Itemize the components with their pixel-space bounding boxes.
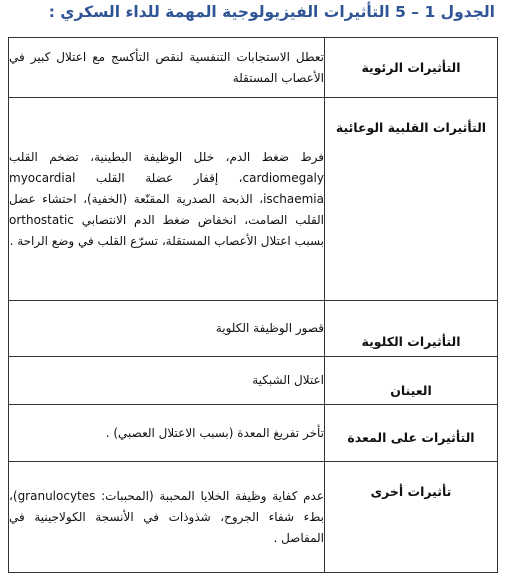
effect-category	[325, 405, 498, 462]
effect-category-label: التأثيرات على المعدة	[347, 429, 475, 445]
effect-description: تعطل الاستجابات التنفسية لنقص التأكسج مع اعتلال كبير في الأعصاب المستقلة	[9, 38, 325, 98]
effect-category	[325, 98, 498, 301]
effect-description: اعتلال الشبكية	[9, 357, 325, 405]
effect-category	[325, 301, 498, 357]
effect-category	[325, 462, 498, 573]
effect-category	[325, 38, 498, 98]
effect-category-label: التأثيرات الرئوية	[361, 60, 461, 75]
effect-category-label: تأثيرات أخرى	[370, 484, 452, 499]
table-row	[9, 301, 498, 357]
effect-category-label: التأثيرات القلبية الوعائية	[335, 120, 487, 135]
effect-description: عدم كفاية وظيفة الخلايا المحببة (المحببات: granulocytes)، بطء شفاء الجروح، شذوذات في الأنسجة الكولاجينية في المفاصل .	[9, 462, 325, 573]
diabetes-effects-table	[8, 37, 498, 573]
effect-description: تأخر تفريغ المعدة (بسبب الاعتلال العصبي) .	[9, 405, 325, 462]
table-row	[9, 405, 498, 462]
table-row	[9, 357, 498, 405]
effect-category-label: التأثيرات الكلوية	[361, 334, 461, 349]
table-caption: الجدول 1 – 5 التأثيرات الفيزيولوجية المهمة للداء السكري :	[48, 3, 495, 21]
effect-category-label: العينان	[390, 383, 432, 398]
effect-description: قصور الوظيفة الكلوية	[9, 301, 325, 357]
table-row	[9, 462, 498, 573]
table-row	[9, 98, 498, 301]
table-row	[9, 38, 498, 98]
effect-category	[325, 357, 498, 405]
effect-description: فرط ضغط الدم، خلل الوظيفة البطينية، تضخم القلب cardiomegaly، إقفار عضلة القلب myocardial ischaemia، الذبحة الصدرية المقنّعة (الخفية)، احتشاء عضل القلب الصامت، انخفاض ضغط الدم الانتصابي orthostatic بسبب اعتلال الأعصاب المستقلة، تسرّع القلب في وضع الراحة .	[9, 98, 325, 301]
